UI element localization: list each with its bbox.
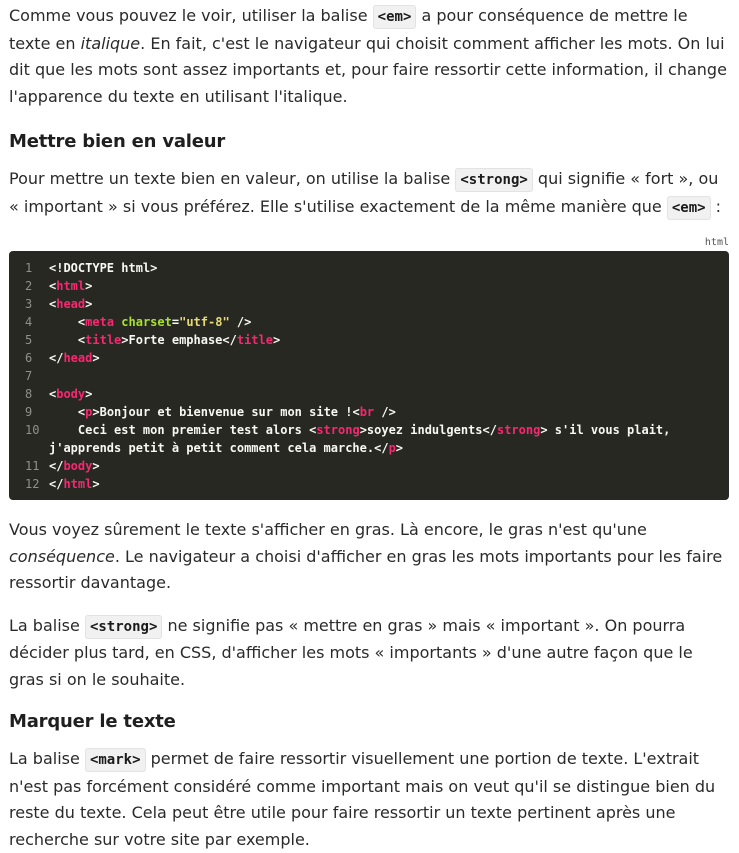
- paragraph-em-usage: [9, 0, 729, 110]
- code-line-content: [49, 367, 719, 385]
- inline-code-mark: <mark>: [85, 748, 146, 772]
- code-text: <!DOCTYPE html>: [49, 261, 158, 275]
- code-line-content: [49, 349, 719, 367]
- code-text: </: [49, 477, 64, 491]
- code-tag-name: html: [63, 477, 93, 491]
- code-line: [19, 277, 719, 295]
- code-line: [19, 295, 719, 313]
- code-line-content: [49, 259, 719, 277]
- line-number: 7: [25, 369, 33, 383]
- code-line: [19, 457, 719, 475]
- code-tag-name: p: [388, 441, 396, 455]
- code-line: [19, 403, 719, 421]
- code-text: >: [92, 351, 100, 365]
- code-line: [19, 331, 719, 349]
- code-text: </: [49, 351, 64, 365]
- code-language-label: html: [704, 237, 729, 248]
- emphasis-text: italique: [80, 33, 141, 53]
- text: . Le navigateur a choisi d'afficher en gras les mots importants pour les faire ressortir davantage.: [9, 546, 723, 592]
- code-line-content: [49, 295, 719, 313]
- code-text: />: [229, 315, 252, 329]
- text: Vous voyez sûrement le texte s'afficher en gras. Là encore, le gras n'est qu'une: [9, 520, 647, 539]
- code-line: [19, 313, 719, 331]
- code-text: >: [85, 297, 93, 311]
- code-text: <: [49, 297, 57, 311]
- code-text: <: [49, 387, 57, 401]
- code-line-content: [49, 421, 719, 457]
- line-number: 10: [25, 423, 40, 437]
- line-number: 2: [25, 279, 33, 293]
- text: La balise: [9, 615, 80, 635]
- code-line: [19, 349, 719, 367]
- code-attribute: charset: [121, 315, 172, 329]
- line-number: 12: [25, 477, 40, 491]
- code-text: >: [92, 459, 100, 473]
- code-tag-name: strong: [496, 423, 541, 437]
- section-heading-mettre-en-valeur: Mettre bien en valeur: [9, 131, 226, 152]
- code-line-content: [49, 457, 719, 475]
- code-line-content: [49, 277, 719, 295]
- section-heading-marquer-le-texte: Marquer le texte: [9, 711, 176, 732]
- emphasis-text: conséquence: [9, 546, 115, 566]
- text: . En fait, c'est le navigateur qui choisit comment afficher les mots. On lui dit que les mots sont assez importants et, pour faire ressortir cette information, il change l'apparence du texte en utilisant l'italique.: [9, 33, 727, 106]
- text: a pour conséquence de mettre le texte en: [9, 6, 688, 53]
- code-tag-name: br: [359, 405, 375, 419]
- text: :: [715, 196, 722, 216]
- code-text: >: [85, 387, 93, 401]
- code-tag-name: html: [56, 279, 86, 293]
- code-text: >: [395, 441, 404, 455]
- inline-code-strong: <strong>: [455, 168, 532, 192]
- code-text: <: [49, 333, 86, 347]
- code-text: >: [85, 279, 93, 293]
- paragraph-strong-intro: [9, 166, 729, 221]
- code-text: />: [374, 405, 396, 419]
- text: La balise: [9, 749, 80, 768]
- text: Pour mettre un texte bien en valeur, on utilise la balise: [9, 169, 451, 188]
- code-tag-name: head: [56, 297, 86, 311]
- inline-code-strong: <strong>: [85, 615, 162, 639]
- code-text: =: [171, 315, 180, 329]
- line-number: 5: [25, 333, 33, 347]
- code-line-content: [49, 403, 719, 421]
- code-tag-name: strong: [316, 423, 360, 437]
- paragraph-mark-usage: [9, 746, 729, 853]
- code-line-content: [49, 313, 719, 331]
- code-text: >: [272, 333, 281, 347]
- code-line: [19, 475, 719, 493]
- text: qui signifie « fort », ou « important » si vous préférez. Elle s'utilise exactement de la même manière que: [9, 169, 719, 216]
- code-text: >Forte emphase</: [121, 333, 237, 347]
- code-tag-name: meta: [85, 315, 115, 329]
- code-text: >soyez indulgents</: [359, 423, 497, 437]
- code-tag-name: body: [63, 459, 93, 473]
- code-text: <: [49, 315, 86, 329]
- line-number: 6: [25, 351, 33, 365]
- code-tag-name: p: [85, 405, 93, 419]
- text: Comme vous pouvez le voir, utiliser la balise: [9, 6, 368, 25]
- code-text: >Bonjour et bienvenue sur mon site !<: [92, 405, 360, 419]
- code-text: >: [92, 477, 100, 491]
- code-tag-name: head: [63, 351, 93, 365]
- inline-code-em: <em>: [667, 196, 711, 220]
- text: ne signifie pas « mettre en gras » mais « important ». On pourra décider plus tard, en CSS, d'afficher les mots « importants » d'une autre façon que le gras si on le souhaite.: [9, 615, 693, 689]
- code-text: </: [49, 459, 64, 473]
- code-text: <: [49, 279, 57, 293]
- text: permet de faire ressortir visuellement une portion de texte. L'extrait n'est pas forcément considéré comme important mais on veut qu'il se distingue bien du reste du texte. Cela peut être utile pour faire ressortir un texte pertinent après une recherche sur votre site par exemple.: [9, 749, 716, 849]
- line-number: 8: [25, 387, 33, 401]
- code-line-content: [49, 331, 719, 349]
- code-text: <: [49, 405, 86, 419]
- line-number: 4: [25, 315, 33, 329]
- paragraph-strong-meaning: [9, 613, 729, 694]
- paragraph-bold-consequence: [9, 517, 729, 597]
- code-text: Ceci est mon premier test alors <: [49, 423, 317, 437]
- code-tag-name: title: [236, 333, 273, 347]
- line-number: 9: [25, 405, 33, 419]
- code-line: [19, 421, 719, 457]
- inline-code-em: <em>: [373, 5, 417, 29]
- code-tag-name: body: [56, 387, 86, 401]
- code-block[interactable]: [9, 251, 729, 500]
- code-tag-name: title: [85, 333, 122, 347]
- line-number: 3: [25, 297, 33, 311]
- code-line: [19, 367, 719, 385]
- code-text: > s'il vous plait, j'apprends petit à petit comment cela marche.</: [49, 423, 678, 455]
- code-line: [19, 259, 719, 277]
- code-line-content: [49, 385, 719, 403]
- code-line: [19, 385, 719, 403]
- line-number: 11: [25, 459, 40, 473]
- line-number: 1: [25, 261, 33, 275]
- code-string: "utf-8": [179, 315, 230, 329]
- code-line-content: [49, 475, 719, 493]
